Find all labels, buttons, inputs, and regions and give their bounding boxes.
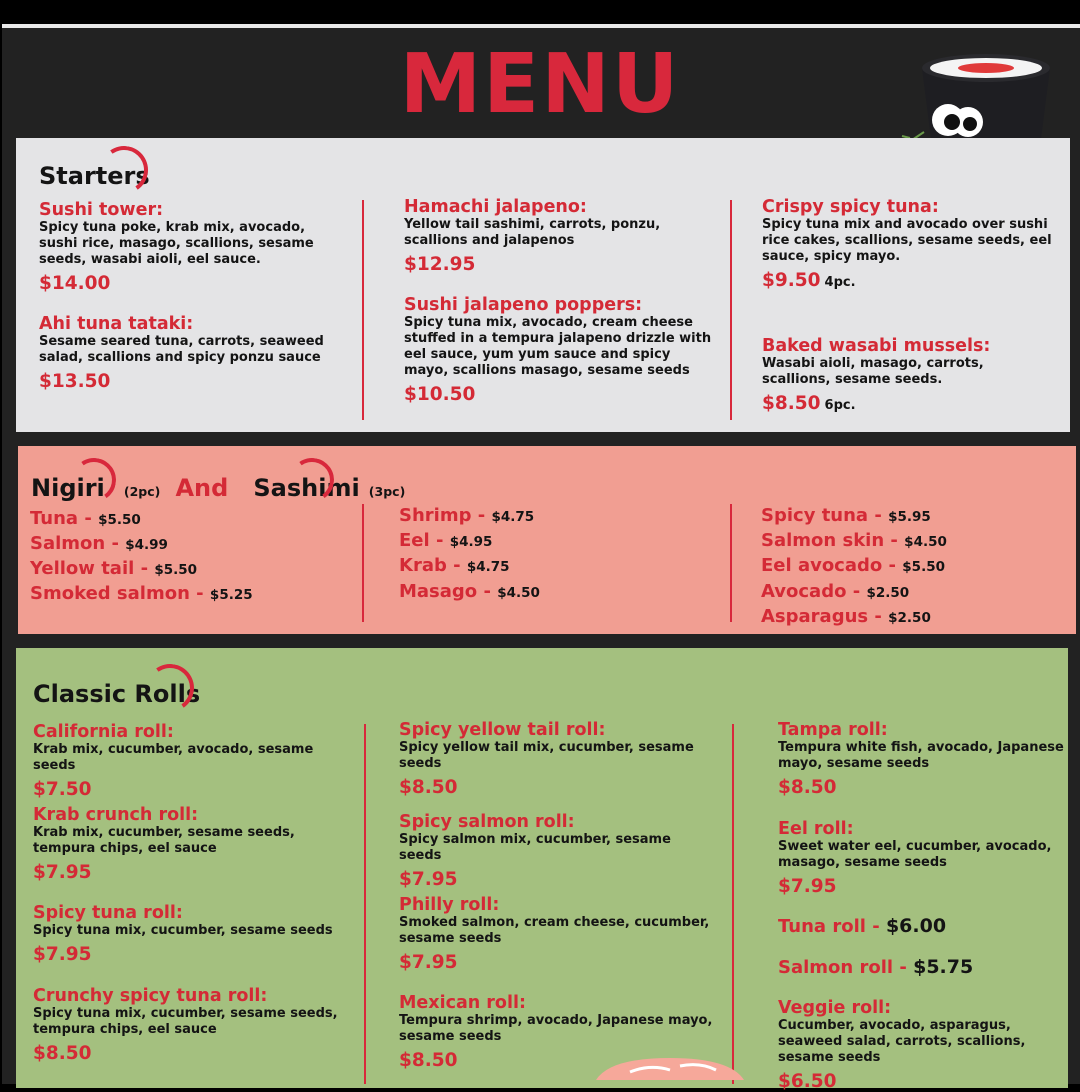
- item-price: $2.50: [866, 585, 910, 601]
- item-price: $8.50: [399, 1050, 458, 1071]
- item-price: $12.95: [404, 254, 476, 275]
- list-item: Spicy tuna - $5.95: [761, 505, 931, 526]
- item-description: Spicy salmon mix, cucumber, sesame seeds: [399, 832, 671, 863]
- column-divider: [730, 504, 732, 622]
- item-description: Spicy yellow tail mix, cucumber, sesame seeds: [399, 740, 694, 771]
- item-description: Krab mix, cucumber, sesame seeds, tempura chips, eel sauce: [33, 825, 295, 856]
- item-price: $14.00: [39, 273, 111, 294]
- item-price: $7.50: [33, 779, 92, 800]
- menu-item: [33, 987, 349, 1064]
- item-name: Sushi jalapeno poppers:: [404, 295, 643, 315]
- item-description: Wasabi aioli, masago, carrots, scallions, sesame seeds.: [762, 356, 984, 387]
- column-divider: [732, 724, 734, 1084]
- item-name: Smoked salmon: [30, 583, 190, 604]
- list-item: Eel - $4.95: [399, 530, 493, 551]
- item-price: $4.75: [466, 559, 510, 575]
- item-price: $7.95: [778, 876, 837, 897]
- item-price: $7.95: [33, 944, 92, 965]
- item-name: Salmon roll: [778, 957, 894, 978]
- list-item: Shrimp - $4.75: [399, 505, 535, 526]
- item-name: Hamachi jalapeno:: [404, 197, 587, 217]
- piece-count: 4pc.: [824, 275, 856, 290]
- section-title-starters: Starters: [39, 162, 150, 190]
- nigiri-sashimi-section: [18, 446, 1076, 634]
- item-name: Spicy tuna: [761, 505, 869, 526]
- item-price: $7.95: [399, 952, 458, 973]
- item-name: Sushi tower:: [39, 200, 164, 220]
- list-item: Avocado - $2.50: [761, 581, 910, 602]
- item-price: $6.00: [885, 915, 947, 937]
- item-name: Shrimp: [399, 505, 472, 526]
- item-price: $8.50: [33, 1043, 92, 1064]
- menu-item: [399, 721, 715, 798]
- menu-item: [33, 904, 349, 965]
- item-price: $5.50: [98, 512, 141, 528]
- menu-item: [778, 721, 1068, 798]
- item-price: $5.75: [913, 956, 974, 978]
- item-price: $8.50: [762, 393, 821, 414]
- item-description: Tempura shrimp, avocado, Japanese mayo, sesame seeds: [399, 1013, 713, 1044]
- item-name: Baked wasabi mussels:: [762, 336, 991, 356]
- item-price: $4.99: [125, 537, 168, 553]
- item-price: $5.25: [209, 587, 253, 603]
- item-price: $10.50: [404, 384, 476, 405]
- sushi-decoration-icon: [590, 1056, 750, 1080]
- item-description: Spicy tuna mix, avocado, cream cheese stuffed in a tempura jalapeno drizzle with eel sauce, yum yum sauce and spicy mayo, scallions masago, sesame seeds: [404, 315, 712, 378]
- item-description: Sweet water eel, cucumber, avocado, masago, sesame seeds: [778, 839, 1052, 870]
- menu-item: [399, 896, 715, 973]
- and-label: And: [175, 474, 229, 502]
- column-divider: [362, 200, 364, 420]
- item-name: Tuna roll: [778, 916, 866, 937]
- item-price: $7.95: [399, 869, 458, 890]
- item-price: $5.50: [154, 562, 198, 578]
- piece-count: (2pc): [123, 484, 161, 499]
- item-name: Crunchy spicy tuna roll:: [33, 986, 268, 1006]
- item-name: Spicy yellow tail roll:: [399, 720, 606, 740]
- item-description: Spicy tuna mix and avocado over sushi rice cakes, scallions, sesame seeds, eel sauce, spicy mayo.: [762, 217, 1052, 264]
- item-price-row: [762, 394, 1052, 416]
- column-divider: [362, 504, 364, 622]
- item-name: Masago: [399, 581, 478, 602]
- item-name: Krab crunch roll:: [33, 805, 199, 825]
- piece-count: (3pc): [368, 484, 406, 499]
- list-item: Salmon skin - $4.50: [761, 530, 947, 551]
- menu-item: [762, 337, 1052, 416]
- menu-item: [404, 198, 718, 275]
- item-name: Krab: [399, 555, 447, 576]
- item-name: Veggie roll:: [778, 998, 892, 1018]
- piece-count: 6pc.: [824, 398, 856, 413]
- list-item: Krab - $4.75: [399, 555, 510, 576]
- list-item: Salmon - $4.99: [30, 533, 168, 554]
- menu-item: [762, 198, 1052, 293]
- list-item: Tuna - $5.50: [30, 508, 141, 529]
- list-item: Yellow tail - $5.50: [30, 558, 198, 579]
- section-title-sashimi: Sashimi: [253, 474, 360, 502]
- menu-item: [33, 723, 349, 800]
- item-price: $5.95: [888, 509, 931, 525]
- menu-item: Salmon roll - $5.75: [778, 956, 974, 978]
- item-description: Krab mix, cucumber, avocado, sesame seeds: [33, 742, 314, 773]
- item-price: $4.95: [449, 534, 493, 550]
- item-price: $4.50: [497, 585, 540, 601]
- item-name: Eel avocado: [761, 555, 883, 576]
- item-price: $4.50: [904, 534, 947, 550]
- menu-item: [399, 813, 715, 890]
- item-name: Salmon: [30, 533, 106, 554]
- item-price: $2.50: [888, 610, 931, 626]
- item-description: Spicy tuna mix, cucumber, sesame seeds: [33, 923, 333, 938]
- item-price: $6.50: [778, 1071, 837, 1092]
- item-name: Yellow tail: [30, 558, 135, 579]
- list-item: Asparagus - $2.50: [761, 606, 931, 627]
- item-name: Ahi tuna tataki:: [39, 314, 194, 334]
- menu-item: [39, 201, 339, 294]
- page-title: MENU: [399, 37, 681, 132]
- item-description: Yellow tail sashimi, carrots, ponzu, scallions and jalapenos: [404, 217, 661, 248]
- item-price: $8.50: [399, 777, 458, 798]
- item-name: Mexican roll:: [399, 993, 526, 1013]
- item-name: Asparagus: [761, 606, 869, 627]
- item-description: Sesame seared tuna, carrots, seaweed salad, scallions and spicy ponzu sauce: [39, 334, 324, 365]
- menu-item: [404, 296, 718, 405]
- item-price: $13.50: [39, 371, 111, 392]
- item-name: Tampa roll:: [778, 720, 888, 740]
- item-description: Cucumber, avocado, asparagus, seaweed salad, carrots, scallions, sesame seeds: [778, 1018, 1026, 1065]
- item-name: Eel: [399, 530, 430, 551]
- item-description: Spicy tuna mix, cucumber, sesame seeds, tempura chips, eel sauce: [33, 1006, 338, 1037]
- item-name: Salmon skin: [761, 530, 885, 551]
- item-price: $8.50: [778, 777, 837, 798]
- column-divider: [730, 200, 732, 420]
- item-name: Avocado: [761, 581, 847, 602]
- item-price: $4.75: [491, 509, 535, 525]
- item-name: Tuna: [30, 508, 79, 529]
- item-description: Tempura white fish, avocado, Japanese mayo, sesame seeds: [778, 740, 1064, 771]
- item-name: Spicy salmon roll:: [399, 812, 575, 832]
- menu-item: [39, 315, 339, 392]
- list-item: Eel avocado - $5.50: [761, 555, 945, 576]
- item-price: $7.95: [33, 862, 92, 883]
- list-item: Masago - $4.50: [399, 581, 540, 602]
- section-title-nigiri: Nigiri: [31, 474, 105, 502]
- item-name: Eel roll:: [778, 819, 854, 839]
- menu-item: [778, 820, 1068, 897]
- menu-item: [33, 806, 349, 883]
- item-description: Smoked salmon, cream cheese, cucumber, sesame seeds: [399, 915, 710, 946]
- starters-section: [16, 138, 1070, 432]
- section-title-classic-rolls: Classic Rolls: [33, 680, 201, 708]
- menu-item: Tuna roll - $6.00: [778, 915, 947, 937]
- list-item: Smoked salmon - $5.25: [30, 583, 253, 604]
- item-name: Spicy tuna roll:: [33, 903, 183, 923]
- classic-rolls-section: [16, 648, 1068, 1092]
- column-divider: [364, 724, 366, 1084]
- item-name: Philly roll:: [399, 895, 500, 915]
- item-description: Spicy tuna poke, krab mix, avocado, sushi rice, masago, scallions, sesame seeds, wasabi aioli, eel sauce.: [39, 220, 314, 267]
- menu-item: [778, 999, 1068, 1092]
- item-name: Crispy spicy tuna:: [762, 197, 939, 217]
- item-price-row: [762, 271, 1052, 293]
- item-name: California roll:: [33, 722, 174, 742]
- item-price: $9.50: [762, 270, 821, 291]
- item-price: $5.50: [902, 559, 945, 575]
